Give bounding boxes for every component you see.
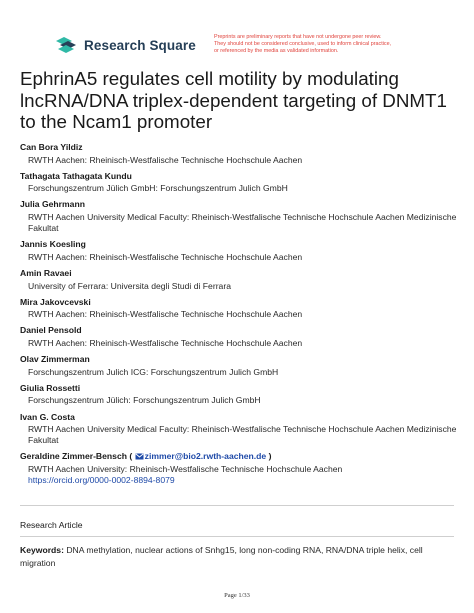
author-entry <box>20 142 460 166</box>
corresponding-author-entry <box>20 451 460 486</box>
author-entry <box>20 268 460 292</box>
brand-name: Research Square <box>84 37 196 53</box>
author-entry <box>20 199 460 234</box>
brand-logo[interactable] <box>56 36 196 54</box>
author-affiliation: RWTH Aachen: Rheinisch-Westfalische Technische Hochschule Aachen <box>28 154 303 165</box>
author-entry <box>20 325 460 349</box>
author-affiliation: RWTH Aachen: Rheinisch-Westfalische Technische Hochschule Aachen <box>28 337 303 348</box>
author-name: Julia Gehrmann <box>20 199 85 210</box>
orcid-link[interactable]: https://orcid.org/0000-0002-8894-8079 <box>28 475 175 486</box>
corresponding-author-name: Geraldine Zimmer-Bensch <box>20 451 127 462</box>
author-affiliation: Forschungszentrum Julich ICG: Forschungszentrum Julich GmbH <box>28 366 279 377</box>
author-name: Amin Ravaei <box>20 268 72 279</box>
author-entry <box>20 239 460 263</box>
page-number: Page 1/33 <box>224 592 250 599</box>
keywords <box>20 544 460 569</box>
author-name: Can Bora Yildiz <box>20 142 83 152</box>
email-address: zimmer@bio2.rwth-aachen.de <box>144 451 267 462</box>
author-affiliation: RWTH Aachen: Rheinisch-Westfalische Technische Hochschule Aachen <box>28 251 303 262</box>
author-affiliation: University of Ferrara: Universita degli Studi di Ferrara <box>28 280 231 291</box>
author-name: Ivan G. Costa <box>20 411 75 422</box>
author-entry <box>20 383 460 407</box>
author-name: Mira Jakovcevski <box>20 296 91 307</box>
author-name: Jannis Koesling <box>20 239 86 250</box>
preprint-disclaimer <box>214 34 464 56</box>
paren-close: ) <box>268 451 272 462</box>
author-entry <box>20 354 460 378</box>
disclaimer-line: or referenced by the media as validated information. <box>214 48 339 55</box>
paper-title: EphrinA5 regulates cell motility by modulating lncRNA/DNA triplex-dependent targeting of DNMT1 to the Ncam1 promoter <box>20 68 447 132</box>
email-link[interactable] <box>135 451 269 461</box>
research-square-logo-icon <box>56 36 78 54</box>
page-header <box>56 34 456 64</box>
author-entry <box>20 171 460 195</box>
author-list <box>20 142 460 486</box>
author-entry <box>20 412 460 447</box>
disclaimer-line: They should not be considered conclusive, used to inform clinical practice, <box>214 41 392 48</box>
author-entry <box>20 297 460 321</box>
author-affiliation: RWTH Aachen: Rheinisch-Westfalische Technische Hochschule Aachen <box>28 309 303 320</box>
article-type: Research Article <box>20 520 83 530</box>
author-name: Olav Zimmerman <box>20 354 90 365</box>
paren-open: ( <box>129 451 133 462</box>
author-name <box>20 451 460 462</box>
section-divider <box>20 536 454 537</box>
author-affiliation: RWTH Aachen University Medical Faculty: Rheinisch-Westfalische Technische Hochschule Aachen Medizinische Fakultat <box>28 424 457 446</box>
author-affiliation: Forschungszentrum Jülich: Forschungszentrum Julich GmbH <box>28 395 261 406</box>
author-affiliation: RWTH Aachen University Medical Faculty: Rheinisch-Westfalische Technische Hochschule Aachen Medizinische Fakultat <box>28 211 457 234</box>
author-name: Tathagata Tathagata Kundu <box>20 170 132 181</box>
author-name: Giulia Rossetti <box>20 382 81 393</box>
mail-icon <box>135 453 144 460</box>
section-divider <box>20 505 454 506</box>
keywords-text: DNA methylation, nuclear actions of Snhg15, long non-coding RNA, RNA/DNA triple helix, cell migration <box>20 545 423 568</box>
disclaimer-line: Preprints are preliminary reports that have not undergone peer review. <box>214 34 382 40</box>
keywords-label: Keywords: <box>20 545 64 555</box>
author-name: Daniel Pensold <box>20 325 82 336</box>
author-affiliation: RWTH Aachen University: Rheinisch-Westfalische Technische Hochschule Aachen <box>28 463 343 474</box>
author-affiliation: Forschungszentrum Jülich GmbH: Forschungszentrum Julich GmbH <box>28 183 288 194</box>
